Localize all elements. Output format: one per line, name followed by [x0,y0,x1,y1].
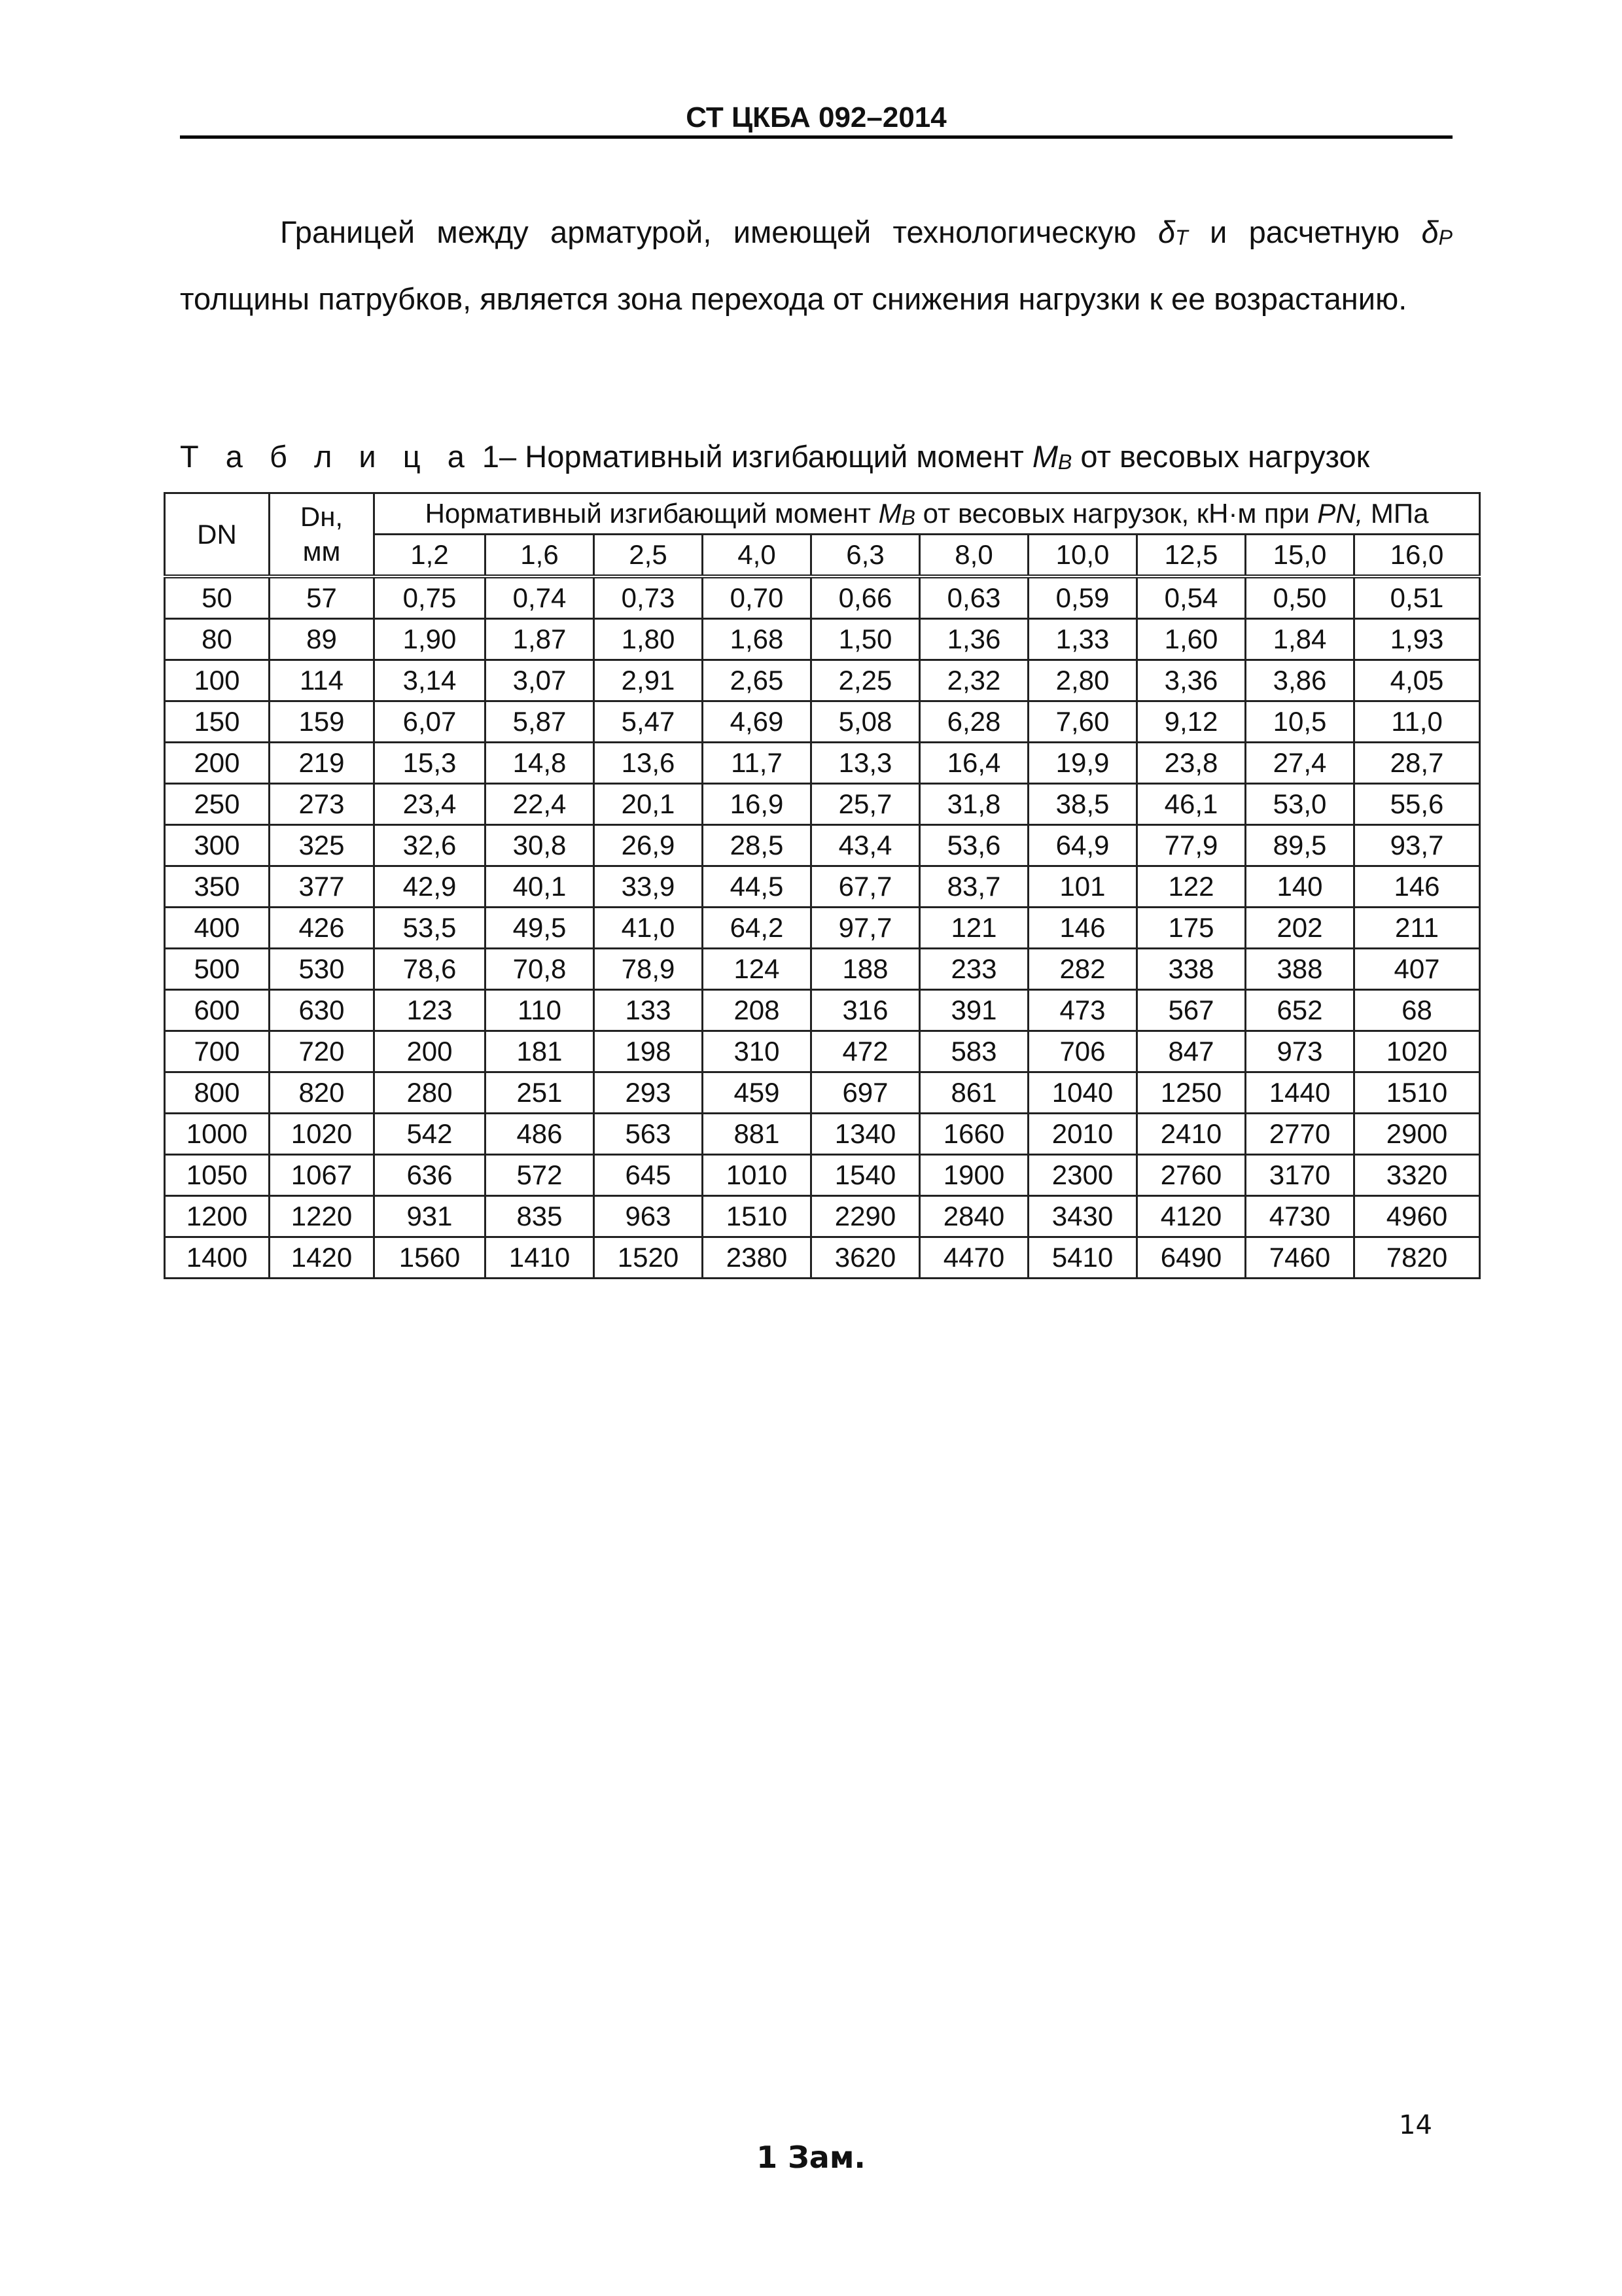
cell-moment: 1,33 [1029,619,1137,660]
cell-moment: 38,5 [1029,784,1137,825]
cell-moment: 572 [485,1155,594,1196]
cell-dn: 1050 [165,1155,270,1196]
cell-moment: 53,5 [374,908,485,949]
cell-moment: 1900 [920,1155,1029,1196]
cell-moment: 2,32 [920,660,1029,701]
cell-dh: 426 [270,908,374,949]
cell-moment: 41,0 [594,908,703,949]
cell-dn: 50 [165,576,270,619]
cell-moment: 0,59 [1029,576,1137,619]
cell-moment: 121 [920,908,1029,949]
paragraph-text-1: Границей между арматурой, имеющей технологическую [280,215,1159,249]
cell-dh: 114 [270,660,374,701]
cell-moment: 636 [374,1155,485,1196]
cell-moment: 338 [1137,949,1246,990]
document-code: СТ ЦКБА 092–2014 [686,101,947,133]
cell-moment: 0,74 [485,576,594,619]
cell-moment: 16,9 [703,784,811,825]
table-row [165,825,1480,866]
cell-moment: 2840 [920,1196,1029,1237]
cell-dn: 80 [165,619,270,660]
cell-moment: 13,3 [811,743,920,784]
cell-moment: 486 [485,1114,594,1155]
cell-dh: 1020 [270,1114,374,1155]
cell-moment: 1,84 [1246,619,1354,660]
cell-moment: 4470 [920,1237,1029,1279]
cell-dn: 500 [165,949,270,990]
cell-moment: 26,9 [594,825,703,866]
cell-moment: 391 [920,990,1029,1031]
cell-moment: 2760 [1137,1155,1246,1196]
table-row [165,619,1480,660]
cell-moment: 67,7 [811,866,920,908]
cell-moment: 5,08 [811,701,920,743]
cell-moment: 963 [594,1196,703,1237]
cell-moment: 133 [594,990,703,1031]
caption-text-2: от весовых нагрузок [1072,439,1370,474]
cell-moment: 140 [1246,866,1354,908]
cell-moment: 1510 [703,1196,811,1237]
cell-moment: 31,8 [920,784,1029,825]
cell-moment: 1660 [920,1114,1029,1155]
cell-moment: 1560 [374,1237,485,1279]
cell-moment: 251 [485,1072,594,1114]
cell-moment: 25,7 [811,784,920,825]
cell-moment: 6,28 [920,701,1029,743]
delta-t-symbol: δT [1158,215,1188,249]
header-pressure: 2,5 [594,535,703,577]
cell-dh: 1067 [270,1155,374,1196]
cell-dn: 250 [165,784,270,825]
table-row [165,660,1480,701]
cell-moment: 122 [1137,866,1246,908]
cell-moment: 93,7 [1354,825,1480,866]
cell-moment: 1,87 [485,619,594,660]
table-row [165,990,1480,1031]
cell-moment: 211 [1354,908,1480,949]
cell-moment: 16,4 [920,743,1029,784]
cell-moment: 9,12 [1137,701,1246,743]
cell-moment: 0,70 [703,576,811,619]
cell-moment: 53,0 [1246,784,1354,825]
cell-dh: 57 [270,576,374,619]
cell-moment: 2900 [1354,1114,1480,1155]
cell-moment: 847 [1137,1031,1246,1072]
cell-dn: 350 [165,866,270,908]
header-dh: Dн, мм [270,493,374,577]
caption-prefix: Т а б л и ц а [180,439,474,474]
table-caption [180,434,1453,485]
cell-moment: 2380 [703,1237,811,1279]
cell-moment: 68 [1354,990,1480,1031]
cell-dh: 219 [270,743,374,784]
cell-moment: 567 [1137,990,1246,1031]
cell-moment: 6,07 [374,701,485,743]
table-row [165,1031,1480,1072]
table-row [165,576,1480,619]
table-row [165,743,1480,784]
cell-moment: 7460 [1246,1237,1354,1279]
cell-moment: 1020 [1354,1031,1480,1072]
header-pressure: 6,3 [811,535,920,577]
cell-moment: 33,9 [594,866,703,908]
cell-moment: 1,93 [1354,619,1480,660]
cell-dn: 300 [165,825,270,866]
cell-moment: 5410 [1029,1237,1137,1279]
cell-moment: 316 [811,990,920,1031]
cell-moment: 124 [703,949,811,990]
header-pressure: 16,0 [1354,535,1480,577]
cell-dh: 720 [270,1031,374,1072]
cell-moment: 2300 [1029,1155,1137,1196]
cell-moment: 1,60 [1137,619,1246,660]
cell-moment: 11,7 [703,743,811,784]
cell-moment: 10,5 [1246,701,1354,743]
cell-moment: 20,1 [594,784,703,825]
cell-moment: 1040 [1029,1072,1137,1114]
cell-moment: 43,4 [811,825,920,866]
cell-dh: 273 [270,784,374,825]
cell-moment: 2410 [1137,1114,1246,1155]
cell-moment: 175 [1137,908,1246,949]
cell-moment: 3170 [1246,1155,1354,1196]
cell-moment: 28,7 [1354,743,1480,784]
cell-moment: 32,6 [374,825,485,866]
cell-moment: 101 [1029,866,1137,908]
cell-moment: 1010 [703,1155,811,1196]
cell-moment: 1,36 [920,619,1029,660]
cell-moment: 652 [1246,990,1354,1031]
cell-moment: 2,80 [1029,660,1137,701]
cell-moment: 1540 [811,1155,920,1196]
cell-moment: 77,9 [1137,825,1246,866]
table-row [165,1114,1480,1155]
cell-moment: 3,07 [485,660,594,701]
cell-moment: 3320 [1354,1155,1480,1196]
cell-moment: 0,54 [1137,576,1246,619]
cell-moment: 27,4 [1246,743,1354,784]
cell-moment: 53,6 [920,825,1029,866]
cell-moment: 1410 [485,1237,594,1279]
cell-moment: 542 [374,1114,485,1155]
cell-dh: 530 [270,949,374,990]
cell-moment: 181 [485,1031,594,1072]
cell-moment: 472 [811,1031,920,1072]
cell-moment: 4,69 [703,701,811,743]
header-pressure: 12,5 [1137,535,1246,577]
cell-moment: 4730 [1246,1196,1354,1237]
cell-moment: 1440 [1246,1072,1354,1114]
table-row [165,1237,1480,1279]
cell-moment: 2,25 [811,660,920,701]
table-row [165,908,1480,949]
table-row [165,1072,1480,1114]
cell-moment: 0,63 [920,576,1029,619]
header-pressure: 8,0 [920,535,1029,577]
cell-dh: 325 [270,825,374,866]
cell-moment: 49,5 [485,908,594,949]
cell-dh: 1220 [270,1196,374,1237]
cell-moment: 1510 [1354,1072,1480,1114]
page-number: 14 [1399,2110,1432,2140]
cell-moment: 28,5 [703,825,811,866]
cell-moment: 2770 [1246,1114,1354,1155]
cell-moment: 146 [1029,908,1137,949]
cell-moment: 198 [594,1031,703,1072]
cell-moment: 388 [1246,949,1354,990]
cell-moment: 3,14 [374,660,485,701]
cell-moment: 0,73 [594,576,703,619]
bending-moment-table [164,492,1481,1279]
cell-moment: 30,8 [485,825,594,866]
cell-moment: 1340 [811,1114,920,1155]
cell-dn: 1000 [165,1114,270,1155]
header-dn: DN [165,493,270,577]
cell-moment: 473 [1029,990,1137,1031]
cell-moment: 78,6 [374,949,485,990]
cell-moment: 7,60 [1029,701,1137,743]
cell-moment: 188 [811,949,920,990]
cell-dn: 200 [165,743,270,784]
cell-moment: 14,8 [485,743,594,784]
cell-moment: 7820 [1354,1237,1480,1279]
cell-moment: 973 [1246,1031,1354,1072]
cell-moment: 3,36 [1137,660,1246,701]
cell-moment: 3,86 [1246,660,1354,701]
cell-moment: 55,6 [1354,784,1480,825]
cell-moment: 861 [920,1072,1029,1114]
cell-moment: 2290 [811,1196,920,1237]
cell-moment: 97,7 [811,908,920,949]
table-row [165,949,1480,990]
cell-moment: 0,51 [1354,576,1480,619]
cell-moment: 22,4 [485,784,594,825]
header-group: Нормативный изгибающий момент MB от весовых нагрузок, кН·м при PN, МПа [374,493,1480,535]
cell-moment: 2,65 [703,660,811,701]
cell-moment: 70,8 [485,949,594,990]
cell-moment: 2010 [1029,1114,1137,1155]
header-pressure: 1,2 [374,535,485,577]
cell-moment: 583 [920,1031,1029,1072]
caption-symbol: MB [1032,439,1072,474]
cell-moment: 1520 [594,1237,703,1279]
cell-dn: 700 [165,1031,270,1072]
header-pressure: 10,0 [1029,535,1137,577]
cell-moment: 4120 [1137,1196,1246,1237]
cell-moment: 202 [1246,908,1354,949]
table-row [165,701,1480,743]
header-pressure: 15,0 [1246,535,1354,577]
table-row [165,1196,1480,1237]
cell-moment: 46,1 [1137,784,1246,825]
cell-moment: 83,7 [920,866,1029,908]
cell-dh: 630 [270,990,374,1031]
cell-dn: 800 [165,1072,270,1114]
cell-moment: 706 [1029,1031,1137,1072]
cell-moment: 6490 [1137,1237,1246,1279]
cell-moment: 1250 [1137,1072,1246,1114]
cell-moment: 40,1 [485,866,594,908]
cell-moment: 1,50 [811,619,920,660]
cell-moment: 78,9 [594,949,703,990]
cell-moment: 5,47 [594,701,703,743]
cell-moment: 13,6 [594,743,703,784]
cell-moment: 310 [703,1031,811,1072]
cell-moment: 3430 [1029,1196,1137,1237]
amendment-note: 1 Зам. [756,2140,866,2175]
header-rule [180,135,1453,139]
table-row [165,866,1480,908]
cell-moment: 459 [703,1072,811,1114]
cell-moment: 15,3 [374,743,485,784]
cell-dh: 89 [270,619,374,660]
delta-p-symbol: δP [1421,215,1453,249]
cell-moment: 4,05 [1354,660,1480,701]
cell-moment: 1,90 [374,619,485,660]
cell-dn: 600 [165,990,270,1031]
paragraph-text-3: толщины патрубков, является зона перехода от снижения нагрузки к ее возрастанию. [180,281,1407,316]
cell-moment: 123 [374,990,485,1031]
header-pressure: 4,0 [703,535,811,577]
cell-dn: 150 [165,701,270,743]
cell-moment: 293 [594,1072,703,1114]
cell-moment: 64,2 [703,908,811,949]
cell-moment: 89,5 [1246,825,1354,866]
cell-moment: 5,87 [485,701,594,743]
cell-moment: 407 [1354,949,1480,990]
body-paragraph [180,202,1453,330]
cell-moment: 645 [594,1155,703,1196]
cell-dn: 1400 [165,1237,270,1279]
cell-moment: 697 [811,1072,920,1114]
cell-moment: 0,50 [1246,576,1354,619]
cell-moment: 64,9 [1029,825,1137,866]
cell-moment: 200 [374,1031,485,1072]
cell-moment: 11,0 [1354,701,1480,743]
cell-moment: 208 [703,990,811,1031]
cell-moment: 282 [1029,949,1137,990]
header-pressure: 1,6 [485,535,594,577]
cell-dn: 100 [165,660,270,701]
table-row [165,1155,1480,1196]
cell-dh: 1420 [270,1237,374,1279]
cell-dn: 400 [165,908,270,949]
cell-moment: 42,9 [374,866,485,908]
cell-dn: 1200 [165,1196,270,1237]
cell-moment: 881 [703,1114,811,1155]
cell-moment: 931 [374,1196,485,1237]
cell-moment: 110 [485,990,594,1031]
cell-moment: 835 [485,1196,594,1237]
cell-moment: 44,5 [703,866,811,908]
cell-moment: 2,91 [594,660,703,701]
paragraph-text-2: и расчетную [1188,215,1422,249]
cell-moment: 0,66 [811,576,920,619]
cell-moment: 563 [594,1114,703,1155]
cell-moment: 23,8 [1137,743,1246,784]
cell-moment: 1,80 [594,619,703,660]
cell-moment: 0,75 [374,576,485,619]
caption-text-1: 1– Нормативный изгибающий момент [473,439,1032,474]
cell-moment: 23,4 [374,784,485,825]
cell-dh: 820 [270,1072,374,1114]
cell-moment: 19,9 [1029,743,1137,784]
cell-moment: 146 [1354,866,1480,908]
cell-moment: 233 [920,949,1029,990]
cell-moment: 4960 [1354,1196,1480,1237]
cell-moment: 1,68 [703,619,811,660]
cell-dh: 377 [270,866,374,908]
cell-dh: 159 [270,701,374,743]
cell-moment: 3620 [811,1237,920,1279]
table-row [165,784,1480,825]
cell-moment: 280 [374,1072,485,1114]
